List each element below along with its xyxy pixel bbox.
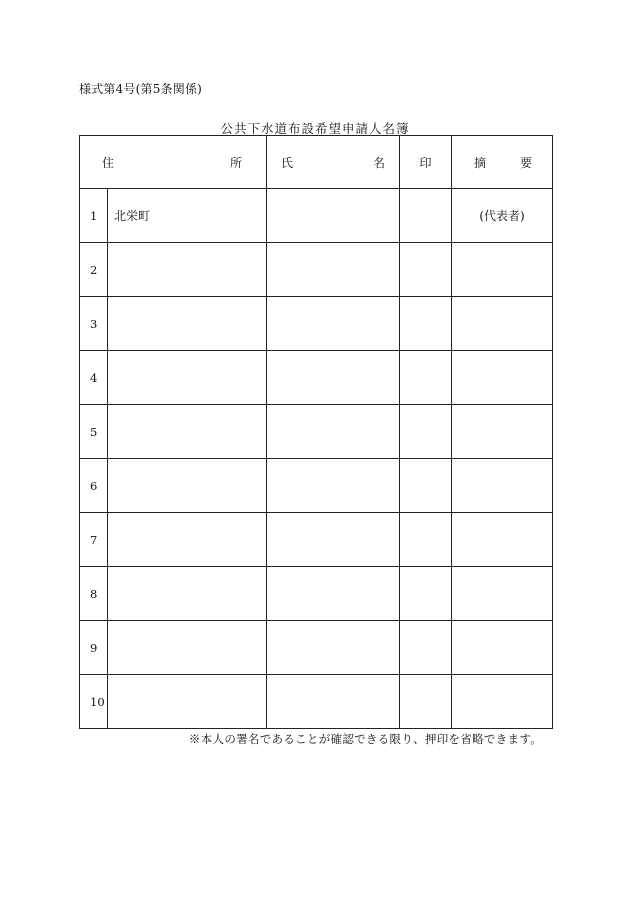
table-row: [80, 405, 553, 459]
remarks-cell[interactable]: [452, 567, 553, 621]
row-number: 7: [80, 513, 108, 567]
name-cell[interactable]: [267, 243, 400, 297]
address-cell[interactable]: [108, 243, 267, 297]
remarks-cell[interactable]: [452, 405, 553, 459]
header-address-char-1: 住: [102, 155, 115, 170]
seal-cell[interactable]: [400, 189, 452, 243]
header-name: [267, 136, 400, 189]
name-cell[interactable]: [267, 351, 400, 405]
table-row: [80, 567, 553, 621]
seal-cell[interactable]: [400, 243, 452, 297]
address-cell[interactable]: [108, 567, 267, 621]
row-number: 8: [80, 567, 108, 621]
footnote: ※本人の署名であることが確認できる限り、押印を省略できます。: [188, 732, 542, 746]
table-row: [80, 675, 553, 729]
document-title: 公共下水道布設希望申請人名簿: [220, 121, 410, 136]
form-number: 様式第4号(第5条関係): [79, 82, 203, 96]
row-number: 6: [80, 459, 108, 513]
address-cell[interactable]: 北栄町: [108, 189, 267, 243]
name-cell[interactable]: [267, 513, 400, 567]
seal-cell[interactable]: [400, 351, 452, 405]
address-cell[interactable]: [108, 513, 267, 567]
address-cell[interactable]: [108, 621, 267, 675]
remarks-cell[interactable]: (代表者): [452, 189, 553, 243]
table-row: [80, 243, 553, 297]
row-number: 10: [80, 675, 108, 729]
address-cell[interactable]: [108, 459, 267, 513]
header-address-char-2: 所: [229, 155, 242, 170]
name-cell[interactable]: [267, 189, 400, 243]
seal-cell[interactable]: [400, 459, 452, 513]
remarks-cell[interactable]: [452, 513, 553, 567]
row-number: 4: [80, 351, 108, 405]
row-number: 9: [80, 621, 108, 675]
remarks-cell[interactable]: [452, 297, 553, 351]
header-seal: 印: [400, 136, 452, 189]
header-remarks-char-1: 摘: [474, 155, 487, 170]
name-cell[interactable]: [267, 405, 400, 459]
row-number: 1: [80, 189, 108, 243]
address-cell[interactable]: [108, 297, 267, 351]
table-row: [80, 189, 553, 243]
remarks-cell[interactable]: [452, 675, 553, 729]
name-cell[interactable]: [267, 675, 400, 729]
table-row: [80, 621, 553, 675]
header-name-char-1: 氏: [281, 155, 294, 170]
address-cell[interactable]: [108, 675, 267, 729]
table-row: [80, 297, 553, 351]
seal-cell[interactable]: [400, 621, 452, 675]
remarks-cell[interactable]: [452, 621, 553, 675]
seal-cell[interactable]: [400, 405, 452, 459]
address-cell[interactable]: [108, 351, 267, 405]
table-row: [80, 513, 553, 567]
table-row: [80, 351, 553, 405]
name-cell[interactable]: [267, 459, 400, 513]
header-remarks: [452, 136, 553, 189]
header-address: [80, 136, 267, 189]
table-header-row: [80, 136, 553, 189]
name-cell[interactable]: [267, 567, 400, 621]
table-row: [80, 459, 553, 513]
header-name-char-2: 名: [372, 155, 385, 170]
name-cell[interactable]: [267, 621, 400, 675]
row-number: 5: [80, 405, 108, 459]
seal-cell[interactable]: [400, 513, 452, 567]
seal-cell[interactable]: [400, 675, 452, 729]
row-number: 2: [80, 243, 108, 297]
remarks-cell[interactable]: [452, 459, 553, 513]
applicant-roster-table: [79, 135, 553, 729]
row-number: 3: [80, 297, 108, 351]
remarks-cell[interactable]: [452, 243, 553, 297]
table-body: [80, 189, 553, 729]
seal-cell[interactable]: [400, 297, 452, 351]
header-remarks-char-2: 要: [519, 155, 532, 170]
remarks-cell[interactable]: [452, 351, 553, 405]
name-cell[interactable]: [267, 297, 400, 351]
seal-cell[interactable]: [400, 567, 452, 621]
address-cell[interactable]: [108, 405, 267, 459]
